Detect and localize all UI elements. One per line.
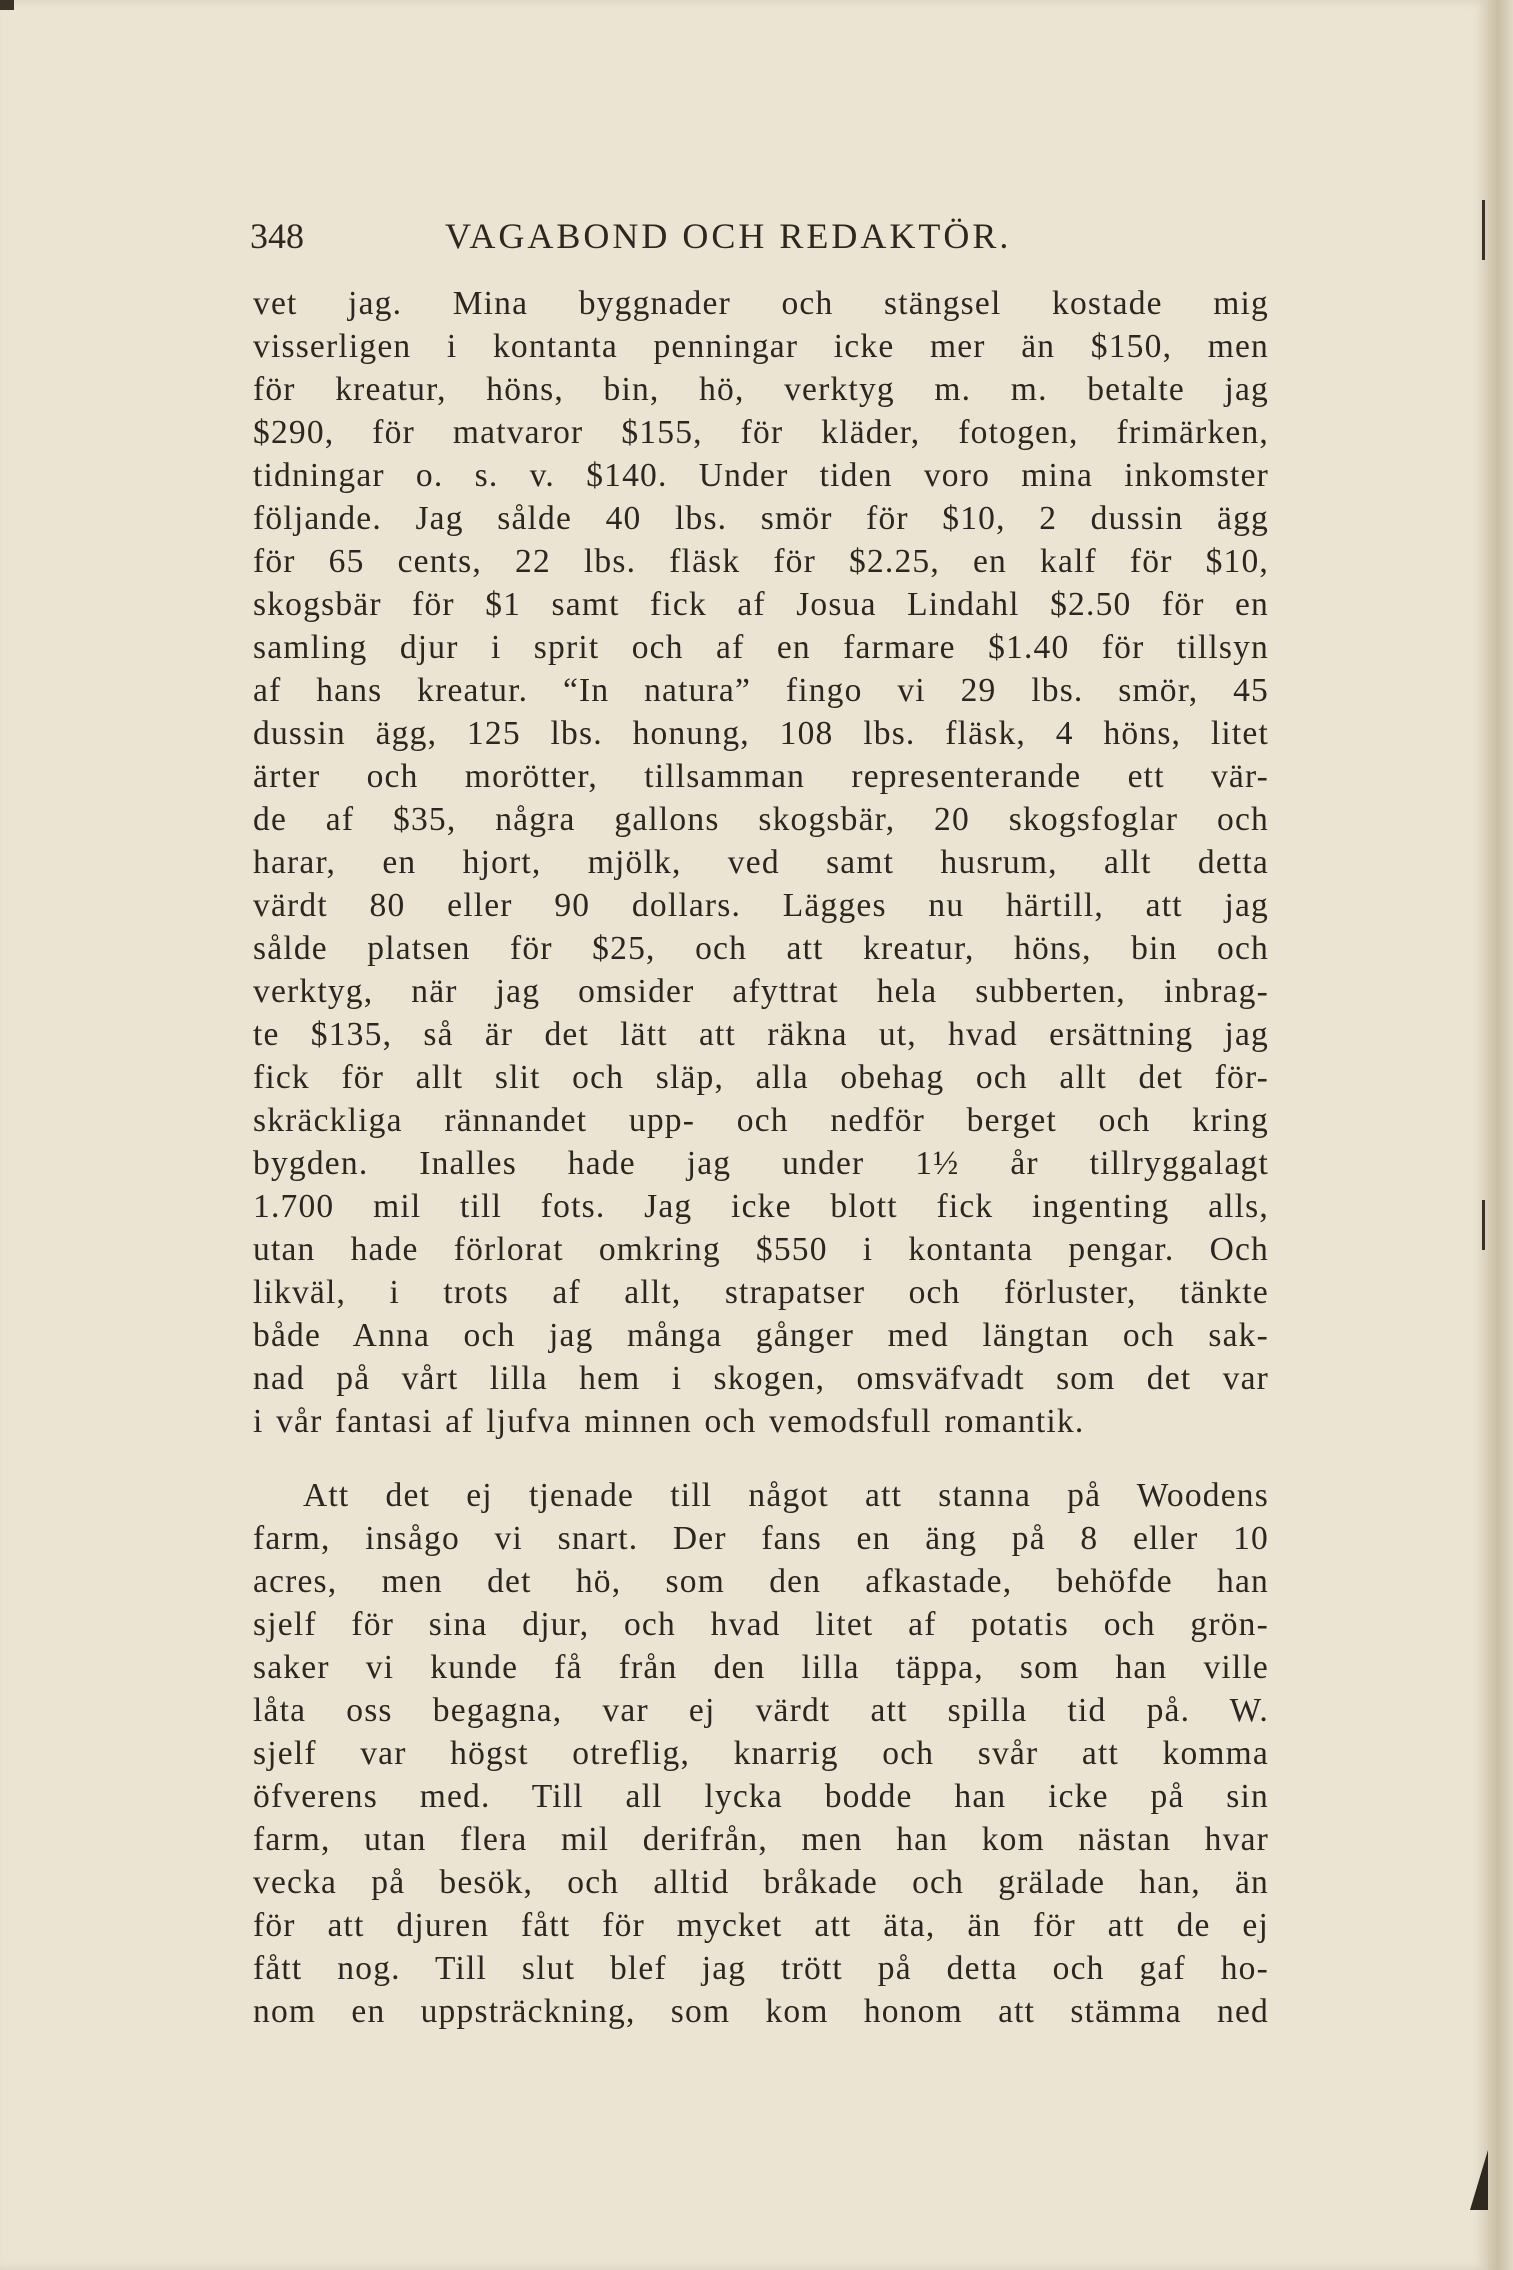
- text-line: acres, men det hö, som den afkastade, behöfde han: [253, 1563, 1269, 1600]
- edge-mark: [1482, 200, 1485, 260]
- page-number: 348: [250, 216, 304, 256]
- text-line: för att djuren fått för mycket att äta, än för att de ej: [253, 1907, 1269, 1944]
- text-line: sjelf var högst otreflig, knarrig och svår att komma: [253, 1735, 1269, 1772]
- text-line: låta oss begagna, var ej värdt att spilla tid på. W.: [253, 1692, 1269, 1729]
- text-line: sålde platsen för $25, och att kreatur, höns, bin och: [253, 930, 1269, 967]
- running-title: VAGABOND OCH REDAKTÖR.: [445, 216, 1012, 256]
- text-line: visserligen i kontanta penningar icke mer än $150, men: [253, 328, 1269, 365]
- text-line: sjelf för sina djur, och hvad litet af potatis och grön-: [253, 1606, 1269, 1643]
- paragraph-2: [253, 1474, 1269, 2033]
- text-line: utan hade förlorat omkring $550 i kontanta pengar. Och: [253, 1231, 1269, 1268]
- text-line: $290, för matvaror $155, för kläder, fotogen, frimärken,: [253, 414, 1269, 451]
- text-line: 1.700 mil till fots. Jag icke blott fick ingenting alls,: [253, 1188, 1269, 1225]
- text-line: farm, insågo vi snart. Der fans en äng på 8 eller 10: [253, 1520, 1269, 1557]
- paragraph-gap: [253, 1443, 1269, 1474]
- text-line: saker vi kunde få från den lilla täppa, som han ville: [253, 1649, 1269, 1686]
- text-line: ärter och morötter, tillsamman representerande ett vär-: [253, 758, 1269, 795]
- edge-mark: [1482, 1200, 1485, 1250]
- page-corner-fold: [1470, 2150, 1488, 2210]
- paragraph-1: [253, 282, 1269, 1443]
- text-line: både Anna och jag många gånger med längtan och sak-: [253, 1317, 1269, 1354]
- text-line: de af $35, några gallons skogsbär, 20 skogsfoglar och: [253, 801, 1269, 838]
- text-line: vecka på besök, och alltid bråkade och grälade han, än: [253, 1864, 1269, 1901]
- text-line: för kreatur, höns, bin, hö, verktyg m. m. betalte jag: [253, 371, 1269, 408]
- text-line: harar, en hjort, mjölk, ved samt husrum, allt detta: [253, 844, 1269, 881]
- text-line: vet jag. Mina byggnader och stängsel kostade mig: [253, 285, 1269, 322]
- text-line: för 65 cents, 22 lbs. fläsk för $2.25, en kalf för $10,: [253, 543, 1269, 580]
- body-text: [253, 282, 1269, 2033]
- text-line: värdt 80 eller 90 dollars. Lägges nu härtill, att jag: [253, 887, 1269, 924]
- text-line: tidningar o. s. v. $140. Under tiden voro mina inkomster: [253, 457, 1269, 494]
- text-line: nom en uppsträckning, som kom honom att stämma ned: [253, 1993, 1269, 2030]
- text-line: skräckliga rännandet upp- och nedför berget och kring: [253, 1102, 1269, 1139]
- text-line: Att det ej tjenade till något att stanna på Woodens: [303, 1477, 1269, 1514]
- text-line: te $135, så är det lätt att räkna ut, hvad ersättning jag: [253, 1016, 1269, 1053]
- text-line: farm, utan flera mil derifrån, men han kom nästan hvar: [253, 1821, 1269, 1858]
- text-line: dussin ägg, 125 lbs. honung, 108 lbs. fläsk, 4 höns, litet: [253, 715, 1269, 752]
- text-line: bygden. Inalles hade jag under 1½ år tillryggalagt: [253, 1145, 1269, 1182]
- text-line: fått nog. Till slut blef jag trött på detta och gaf ho-: [253, 1950, 1269, 1987]
- text-line: verktyg, när jag omsider afyttrat hela subberten, inbrag-: [253, 973, 1269, 1010]
- text-line: skogsbär för $1 samt fick af Josua Lindahl $2.50 för en: [253, 586, 1269, 623]
- page-edge: [1488, 0, 1513, 2270]
- text-line: följande. Jag sålde 40 lbs. smör för $10, 2 dussin ägg: [253, 500, 1269, 537]
- text-line: nad på vårt lilla hem i skogen, omsväfvadt som det var: [253, 1360, 1269, 1397]
- text-line: samling djur i sprit och af en farmare $1.40 för tillsyn: [253, 629, 1269, 666]
- text-line: likväl, i trots af allt, strapatser och förluster, tänkte: [253, 1274, 1269, 1311]
- text-line: i vår fantasi af ljufva minnen och vemodsfull romantik.: [253, 1403, 1085, 1440]
- text-line: öfverens med. Till all lycka bodde han icke på sin: [253, 1778, 1269, 1815]
- corner-mark: [0, 0, 14, 10]
- page-header: [250, 215, 1270, 265]
- text-line: af hans kreatur. “In natura” fingo vi 29 lbs. smör, 45: [253, 672, 1269, 709]
- text-line: fick för allt slit och släp, alla obehag och allt det för-: [253, 1059, 1269, 1096]
